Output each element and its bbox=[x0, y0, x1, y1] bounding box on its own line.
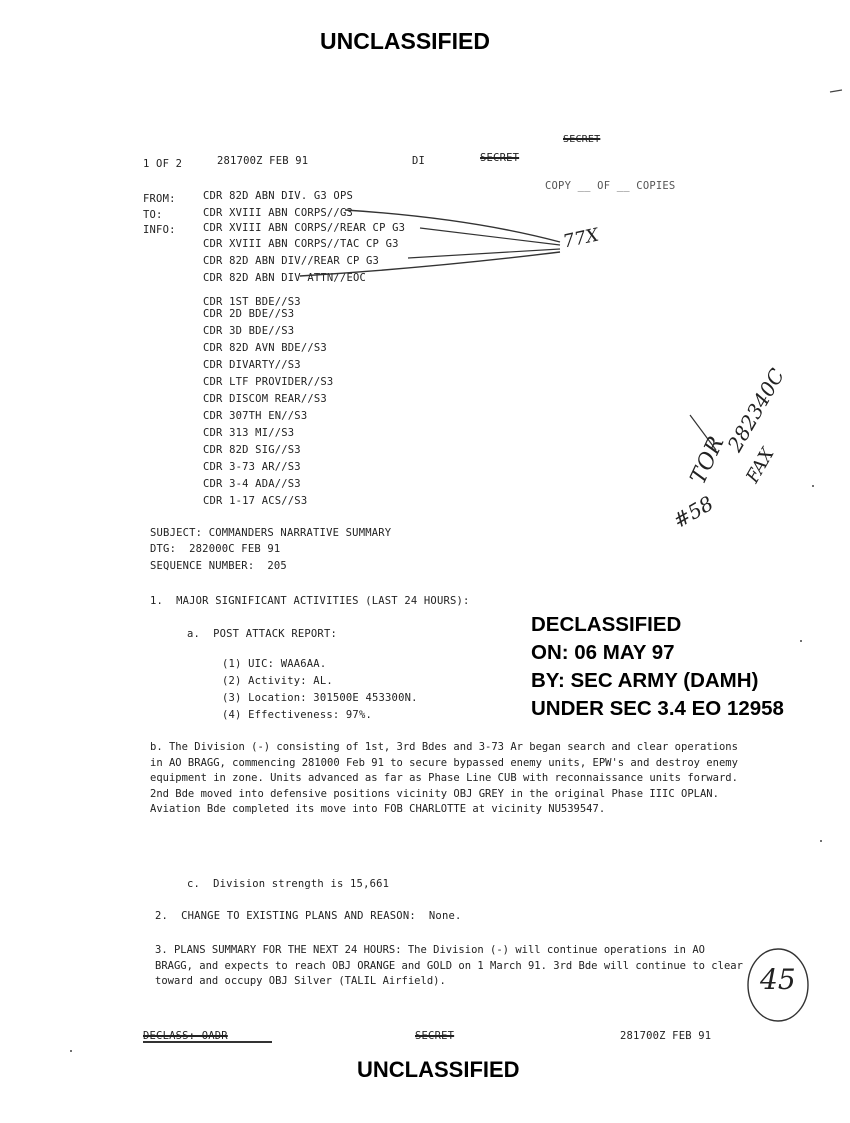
handwritten-tor: TOR bbox=[685, 432, 730, 489]
addressee: CDR DISCOM REAR//S3 bbox=[203, 393, 327, 405]
subject-dtg: DTG: 282000C FEB 91 bbox=[150, 543, 281, 555]
declassified-line: BY: SEC ARMY (DAMH) bbox=[531, 669, 759, 692]
declassified-line: DECLASSIFIED bbox=[531, 613, 682, 636]
addressee: CDR 313 MI//S3 bbox=[203, 427, 295, 439]
addressee: CDR DIVARTY//S3 bbox=[203, 359, 301, 371]
handwritten-page-number: 45 bbox=[760, 963, 796, 996]
post-attack-items bbox=[222, 658, 418, 726]
declassified-line: UNDER SEC 3.4 EO 12958 bbox=[531, 697, 784, 720]
post-attack-item: (1) UIC: WAA6AA. bbox=[222, 658, 327, 670]
handwritten-number: #58 bbox=[668, 491, 718, 533]
handwritten-tor-dtg: 282340C bbox=[722, 364, 790, 456]
struck-classification-top: SECRET bbox=[563, 134, 601, 145]
post-attack-item: (2) Activity: AL. bbox=[222, 675, 333, 687]
info-value: CDR XVIII ABN CORPS//TAC CP G3 bbox=[203, 238, 399, 250]
from-label: FROM: bbox=[143, 193, 176, 205]
addressee: CDR 82D AVN BDE//S3 bbox=[203, 342, 327, 354]
scan-speck bbox=[820, 840, 822, 842]
handwritten-ttx: 77X bbox=[561, 224, 601, 253]
section-3: 3. PLANS SUMMARY FOR THE NEXT 24 HOURS: The Division (-) will continue operations in AO BRAGG, and expects to reach OBJ ORANGE and GOLD on 1 March 91. 3rd Bde will continue to clear toward and occupy OBJ Silver (TALIL Airfield). bbox=[155, 944, 743, 987]
addressee: CDR LTF PROVIDER//S3 bbox=[203, 376, 334, 388]
handwritten-fax: FAX bbox=[742, 444, 779, 487]
subject-line: SUBJECT: COMMANDERS NARRATIVE SUMMARY bbox=[150, 527, 392, 539]
addressee: CDR 82D SIG//S3 bbox=[203, 444, 301, 456]
addressee: CDR 1-17 ACS//S3 bbox=[203, 495, 308, 507]
info-value: CDR 82D ABN DIV ATTN//EOC bbox=[203, 272, 367, 284]
paragraph-c: c. Division strength is 15,661 bbox=[187, 878, 390, 890]
addressee: CDR 307TH EN//S3 bbox=[203, 410, 308, 422]
post-attack-item: (3) Location: 301500E 453300N. bbox=[222, 692, 418, 704]
post-attack-item: (4) Effectiveness: 97%. bbox=[222, 709, 372, 721]
struck-classification-header: SECRET bbox=[480, 152, 520, 164]
top-classification-stamp: UNCLASSIFIED bbox=[320, 28, 490, 54]
addressee: CDR 1ST BDE//S3 bbox=[203, 296, 301, 308]
from-value: CDR 82D ABN DIV. G3 OPS bbox=[203, 190, 353, 202]
declassified-stamp bbox=[531, 611, 784, 723]
declassified-line: ON: 06 MAY 97 bbox=[531, 641, 675, 664]
header-dtg: 281700Z FEB 91 bbox=[217, 155, 309, 167]
paragraph-b: b. The Division (-) consisting of 1st, 3rd Bdes and 3-73 Ar began search and clear operations in AO BRAGG, commencing 281000 Feb 91 to secure bypassed enemy units, EPW's and destroy enemy equipment in zone. Units advanced as far as Phase Line CUB with reconnaissance units forward. 2nd Bde moved into defensive positions vicinity OBJ GREY in the original Phase IIIC OPLAN. Aviation Bde completed its move into FOB CHARLOTTE at vicinity NU539547. bbox=[150, 741, 738, 815]
scan-speck bbox=[800, 640, 802, 642]
addressee: CDR 3-4 ADA//S3 bbox=[203, 478, 301, 490]
addressee: CDR 2D BDE//S3 bbox=[203, 308, 295, 320]
footer-dtg: 281700Z FEB 91 bbox=[620, 1030, 712, 1042]
header-code: DI bbox=[412, 155, 426, 167]
to-label: TO: bbox=[143, 209, 163, 221]
footer-declass: DECLASS: OADR bbox=[143, 1030, 228, 1042]
section-1a-heading: a. POST ATTACK REPORT: bbox=[187, 628, 337, 640]
page-number: 1 OF 2 bbox=[143, 158, 183, 170]
addressee: CDR 3-73 AR//S3 bbox=[203, 461, 301, 473]
info-label: INFO: bbox=[143, 224, 176, 236]
footer-classification: SECRET bbox=[415, 1030, 455, 1042]
sequence-number: SEQUENCE NUMBER: 205 bbox=[150, 560, 287, 572]
copy-count: COPY __ OF __ COPIES bbox=[545, 180, 676, 192]
addressee: CDR 3D BDE//S3 bbox=[203, 325, 295, 337]
section-1-heading: 1. MAJOR SIGNIFICANT ACTIVITIES (LAST 24 HOURS): bbox=[150, 595, 470, 607]
section-2: 2. CHANGE TO EXISTING PLANS AND REASON: None. bbox=[155, 910, 462, 922]
info-value: CDR XVIII ABN CORPS//REAR CP G3 bbox=[203, 222, 406, 234]
info-value: CDR 82D ABN DIV//REAR CP G3 bbox=[203, 255, 380, 267]
to-value: CDR XVIII ABN CORPS//G3 bbox=[203, 207, 353, 219]
scan-speck bbox=[812, 485, 814, 487]
addressee-list bbox=[203, 296, 333, 512]
scan-speck bbox=[70, 1050, 72, 1052]
bottom-classification-stamp: UNCLASSIFIED bbox=[357, 1057, 520, 1082]
